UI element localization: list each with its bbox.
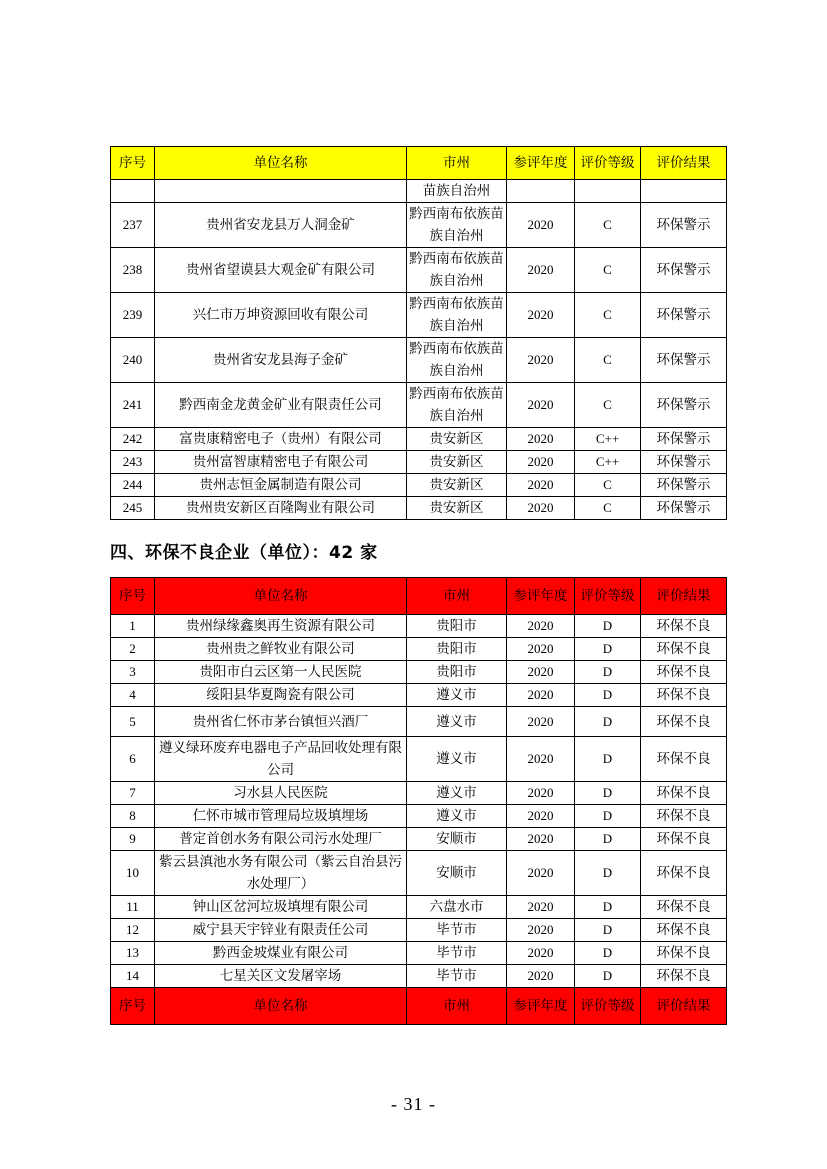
header-year: 参评年度 xyxy=(507,147,575,180)
cell-result: 环保警示 xyxy=(641,474,727,497)
cell-city: 贵安新区 xyxy=(407,497,507,520)
cell-no: 2 xyxy=(111,638,155,661)
cell-grade: D xyxy=(575,782,641,805)
cell-no xyxy=(111,180,155,203)
cell-name: 贵州省安龙县海子金矿 xyxy=(155,338,407,383)
cell-city: 遵义市 xyxy=(407,782,507,805)
table-header-row xyxy=(111,578,727,615)
table-row xyxy=(111,782,727,805)
cell-name: 仁怀市城市管理局垃圾填埋场 xyxy=(155,805,407,828)
header-no: 序号 xyxy=(111,147,155,180)
cell-year: 2020 xyxy=(507,851,575,896)
cell-result: 环保不良 xyxy=(641,965,727,988)
cell-year: 2020 xyxy=(507,248,575,293)
cell-name: 黔西金坡煤业有限公司 xyxy=(155,942,407,965)
cell-grade: C xyxy=(575,383,641,428)
cell-city: 贵安新区 xyxy=(407,451,507,474)
cell-no: 1 xyxy=(111,615,155,638)
header-no: 序号 xyxy=(111,578,155,615)
cell-city: 黔西南布依族苗族自治州 xyxy=(407,203,507,248)
cell-grade: D xyxy=(575,805,641,828)
cell-result: 环保不良 xyxy=(641,896,727,919)
cell-city: 遵义市 xyxy=(407,805,507,828)
header-grade: 评价等级 xyxy=(575,147,641,180)
cell-city: 六盘水市 xyxy=(407,896,507,919)
cell-city: 贵阳市 xyxy=(407,615,507,638)
cell-no: 13 xyxy=(111,942,155,965)
cell-no: 9 xyxy=(111,828,155,851)
cell-year: 2020 xyxy=(507,828,575,851)
cell-name xyxy=(155,180,407,203)
cell-result: 环保不良 xyxy=(641,942,727,965)
cell-city: 贵安新区 xyxy=(407,428,507,451)
cell-city: 贵阳市 xyxy=(407,661,507,684)
page-number: - 31 - xyxy=(391,1094,436,1114)
cell-name: 钟山区岔河垃圾填埋有限公司 xyxy=(155,896,407,919)
cell-city: 黔西南布依族苗族自治州 xyxy=(407,338,507,383)
cell-year: 2020 xyxy=(507,805,575,828)
cell-grade: D xyxy=(575,684,641,707)
table-row xyxy=(111,942,727,965)
cell-city: 遵义市 xyxy=(407,707,507,737)
cell-name: 贵州省望谟县大观金矿有限公司 xyxy=(155,248,407,293)
cell-year: 2020 xyxy=(507,919,575,942)
header-year: 参评年度 xyxy=(507,578,575,615)
cell-name: 贵州富智康精密电子有限公司 xyxy=(155,451,407,474)
cell-no: 244 xyxy=(111,474,155,497)
cell-no: 14 xyxy=(111,965,155,988)
header-no: 序号 xyxy=(111,988,155,1025)
cell-result: 环保警示 xyxy=(641,248,727,293)
table-row xyxy=(111,737,727,782)
cell-name: 普定首创水务有限公司污水处理厂 xyxy=(155,828,407,851)
header-result: 评价结果 xyxy=(641,988,727,1025)
cell-year: 2020 xyxy=(507,942,575,965)
table-row xyxy=(111,615,727,638)
cell-name: 富贵康精密电子（贵州）有限公司 xyxy=(155,428,407,451)
cell-year: 2020 xyxy=(507,383,575,428)
table-row xyxy=(111,965,727,988)
cell-year: 2020 xyxy=(507,896,575,919)
cell-no: 243 xyxy=(111,451,155,474)
cell-name: 习水县人民医院 xyxy=(155,782,407,805)
cell-no: 3 xyxy=(111,661,155,684)
cell-no: 8 xyxy=(111,805,155,828)
table-row xyxy=(111,497,727,520)
table-row xyxy=(111,828,727,851)
cell-no: 11 xyxy=(111,896,155,919)
cell-grade: C++ xyxy=(575,428,641,451)
cell-name: 威宁县天宇锌业有限责任公司 xyxy=(155,919,407,942)
header-year: 参评年度 xyxy=(507,988,575,1025)
cell-name: 黔西南金龙黄金矿业有限责任公司 xyxy=(155,383,407,428)
cell-city: 贵安新区 xyxy=(407,474,507,497)
table-row xyxy=(111,338,727,383)
cell-no: 6 xyxy=(111,737,155,782)
cell-city: 黔西南布依族苗族自治州 xyxy=(407,293,507,338)
cell-city: 安顺市 xyxy=(407,851,507,896)
cell-result: 环保不良 xyxy=(641,707,727,737)
cell-result: 环保不良 xyxy=(641,684,727,707)
cell-result: 环保警示 xyxy=(641,451,727,474)
table-header-row-repeat xyxy=(111,988,727,1025)
cell-year xyxy=(507,180,575,203)
cell-name: 绥阳县华夏陶瓷有限公司 xyxy=(155,684,407,707)
cell-year: 2020 xyxy=(507,451,575,474)
header-city: 市州 xyxy=(407,988,507,1025)
cell-city: 毕节市 xyxy=(407,965,507,988)
cell-grade: D xyxy=(575,919,641,942)
cell-name: 贵州志恒金属制造有限公司 xyxy=(155,474,407,497)
cell-city: 毕节市 xyxy=(407,919,507,942)
cell-no: 239 xyxy=(111,293,155,338)
cell-result: 环保不良 xyxy=(641,851,727,896)
cell-year: 2020 xyxy=(507,638,575,661)
cell-name: 贵阳市白云区第一人民医院 xyxy=(155,661,407,684)
table-row xyxy=(111,248,727,293)
cell-result: 环保不良 xyxy=(641,805,727,828)
header-grade: 评价等级 xyxy=(575,988,641,1025)
header-grade: 评价等级 xyxy=(575,578,641,615)
cell-grade: C xyxy=(575,293,641,338)
cell-grade: D xyxy=(575,661,641,684)
cell-result: 环保警示 xyxy=(641,293,727,338)
cell-year: 2020 xyxy=(507,338,575,383)
cell-city: 贵阳市 xyxy=(407,638,507,661)
cell-grade: D xyxy=(575,942,641,965)
cell-year: 2020 xyxy=(507,474,575,497)
table-environmental-poor xyxy=(110,577,727,1025)
cell-name: 贵州绿缘鑫奥再生资源有限公司 xyxy=(155,615,407,638)
cell-no: 10 xyxy=(111,851,155,896)
cell-grade: C xyxy=(575,338,641,383)
header-name: 单位名称 xyxy=(155,578,407,615)
table-environmental-warning xyxy=(110,146,727,520)
cell-no: 5 xyxy=(111,707,155,737)
table-row xyxy=(111,451,727,474)
header-result: 评价结果 xyxy=(641,578,727,615)
cell-result xyxy=(641,180,727,203)
table-row xyxy=(111,919,727,942)
cell-name: 贵州贵安新区百隆陶业有限公司 xyxy=(155,497,407,520)
cell-year: 2020 xyxy=(507,497,575,520)
cell-grade: D xyxy=(575,896,641,919)
table-header-row xyxy=(111,147,727,180)
cell-year: 2020 xyxy=(507,661,575,684)
cell-year: 2020 xyxy=(507,615,575,638)
cell-year: 2020 xyxy=(507,965,575,988)
cell-name: 遵义绿环废弃电器电子产品回收处理有限公司 xyxy=(155,737,407,782)
cell-name: 兴仁市万坤资源回收有限公司 xyxy=(155,293,407,338)
cell-result: 环保警示 xyxy=(641,338,727,383)
cell-result: 环保不良 xyxy=(641,828,727,851)
cell-name: 紫云县滇池水务有限公司（紫云自治县污水处理厂） xyxy=(155,851,407,896)
cell-no: 4 xyxy=(111,684,155,707)
cell-year: 2020 xyxy=(507,203,575,248)
header-result: 评价结果 xyxy=(641,147,727,180)
cell-result: 环保不良 xyxy=(641,782,727,805)
cell-result: 环保警示 xyxy=(641,428,727,451)
table-row xyxy=(111,851,727,896)
cell-no: 238 xyxy=(111,248,155,293)
table-row xyxy=(111,661,727,684)
cell-city: 遵义市 xyxy=(407,684,507,707)
cell-city: 毕节市 xyxy=(407,942,507,965)
cell-grade: D xyxy=(575,828,641,851)
cell-no: 242 xyxy=(111,428,155,451)
cell-name: 贵州贵之鲜牧业有限公司 xyxy=(155,638,407,661)
cell-grade: D xyxy=(575,707,641,737)
cell-city: 安顺市 xyxy=(407,828,507,851)
cell-grade: D xyxy=(575,615,641,638)
cell-no: 240 xyxy=(111,338,155,383)
cell-grade: D xyxy=(575,737,641,782)
table-row xyxy=(111,180,727,203)
cell-name: 贵州省安龙县万人洞金矿 xyxy=(155,203,407,248)
cell-grade: D xyxy=(575,638,641,661)
table-row xyxy=(111,293,727,338)
cell-result: 环保不良 xyxy=(641,737,727,782)
cell-grade xyxy=(575,180,641,203)
cell-grade: D xyxy=(575,965,641,988)
cell-city: 遵义市 xyxy=(407,737,507,782)
cell-grade: D xyxy=(575,851,641,896)
cell-result: 环保不良 xyxy=(641,661,727,684)
cell-no: 245 xyxy=(111,497,155,520)
table-row xyxy=(111,638,727,661)
cell-result: 环保警示 xyxy=(641,203,727,248)
table-row xyxy=(111,474,727,497)
section-title: 四、环保不良企业（单位）：42 家 xyxy=(110,543,378,563)
table-row xyxy=(111,203,727,248)
table-row xyxy=(111,805,727,828)
cell-result: 环保警示 xyxy=(641,383,727,428)
cell-grade: C xyxy=(575,497,641,520)
table-row xyxy=(111,684,727,707)
cell-year: 2020 xyxy=(507,684,575,707)
cell-city: 苗族自治州 xyxy=(407,180,507,203)
cell-year: 2020 xyxy=(507,293,575,338)
header-name: 单位名称 xyxy=(155,147,407,180)
table-row xyxy=(111,707,727,737)
cell-result: 环保不良 xyxy=(641,638,727,661)
cell-year: 2020 xyxy=(507,782,575,805)
header-name: 单位名称 xyxy=(155,988,407,1025)
table-row xyxy=(111,428,727,451)
cell-no: 237 xyxy=(111,203,155,248)
cell-result: 环保不良 xyxy=(641,919,727,942)
cell-city: 黔西南布依族苗族自治州 xyxy=(407,383,507,428)
cell-grade: C xyxy=(575,474,641,497)
cell-year: 2020 xyxy=(507,707,575,737)
cell-year: 2020 xyxy=(507,737,575,782)
header-city: 市州 xyxy=(407,147,507,180)
table-row xyxy=(111,383,727,428)
table-row xyxy=(111,896,727,919)
cell-name: 七星关区文发屠宰场 xyxy=(155,965,407,988)
cell-no: 12 xyxy=(111,919,155,942)
cell-result: 环保警示 xyxy=(641,497,727,520)
cell-no: 7 xyxy=(111,782,155,805)
cell-result: 环保不良 xyxy=(641,615,727,638)
cell-grade: C xyxy=(575,248,641,293)
cell-grade: C++ xyxy=(575,451,641,474)
cell-year: 2020 xyxy=(507,428,575,451)
cell-grade: C xyxy=(575,203,641,248)
cell-name: 贵州省仁怀市茅台镇恒兴酒厂 xyxy=(155,707,407,737)
cell-no: 241 xyxy=(111,383,155,428)
header-city: 市州 xyxy=(407,578,507,615)
cell-city: 黔西南布依族苗族自治州 xyxy=(407,248,507,293)
